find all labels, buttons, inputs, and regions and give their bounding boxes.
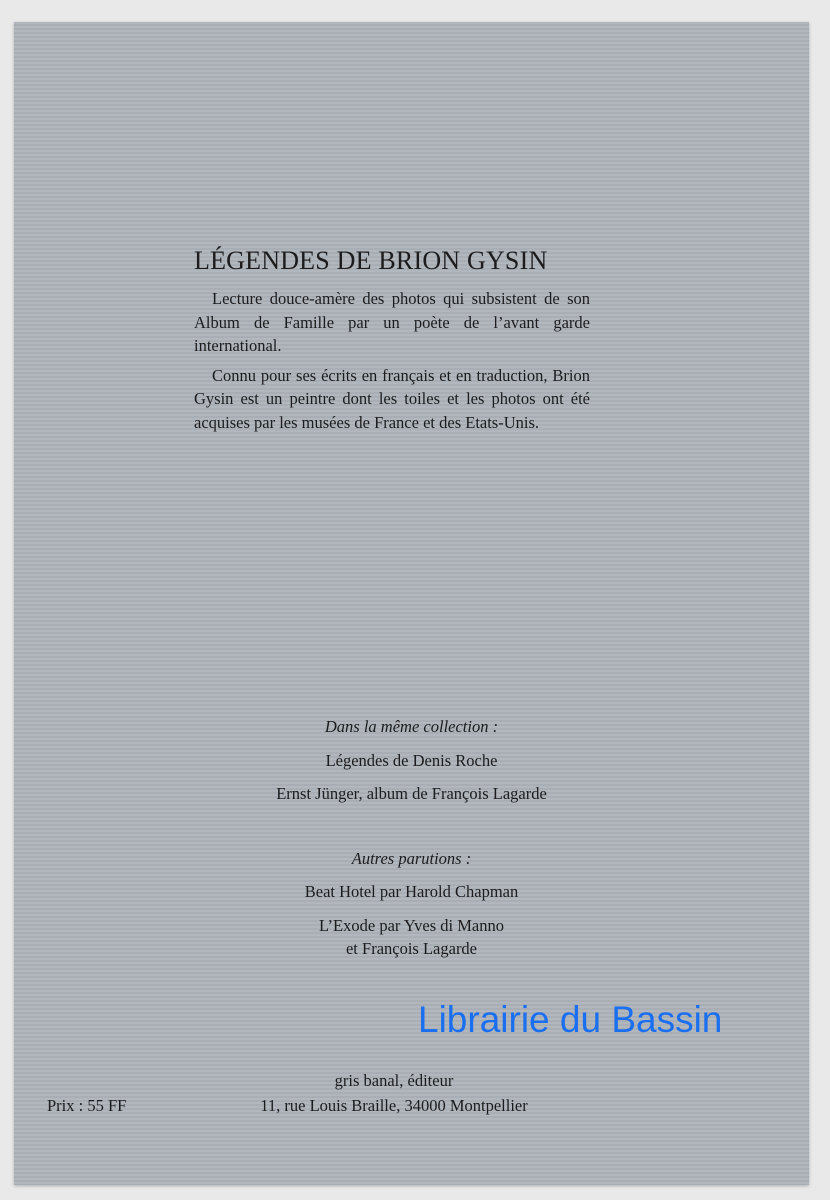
other-heading: Autres parutions :: [351, 849, 472, 868]
watermark: Librairie du Bassin: [418, 999, 723, 1040]
collection-heading: Dans la même collection :: [324, 717, 499, 736]
collection-item-1: Légendes de Denis Roche: [325, 751, 498, 770]
price: Prix : 55 FF: [47, 1096, 127, 1115]
blurb-paragraph-2: Connu pour ses écrits en français et en traduction, Brion Gysin est un peintre dont les toiles et les photos ont été acquises par les musées de France et des Etats-Unis.: [194, 365, 590, 432]
blurb-paragraph-1: Lecture douce-amère des photos qui subsistent de son Album de Famille par un poète de l’avant garde international.: [194, 289, 590, 355]
collection-item-2: Ernst Jünger, album de François Lagarde: [276, 784, 547, 803]
other-item-2-line-2: et François Lagarde: [345, 939, 478, 958]
publisher-name: gris banal, éditeur: [334, 1071, 454, 1090]
blurb: [194, 287, 590, 440]
other-item-1: Beat Hotel par Harold Chapman: [304, 882, 519, 901]
book-back-cover: [14, 22, 809, 1185]
publisher-address: 11, rue Louis Braille, 34000 Montpellier: [260, 1096, 528, 1115]
book-title: LÉGENDES DE BRION GYSIN: [194, 246, 548, 275]
other-item-2-line-1: L’Exode par Yves di Manno: [318, 916, 504, 935]
